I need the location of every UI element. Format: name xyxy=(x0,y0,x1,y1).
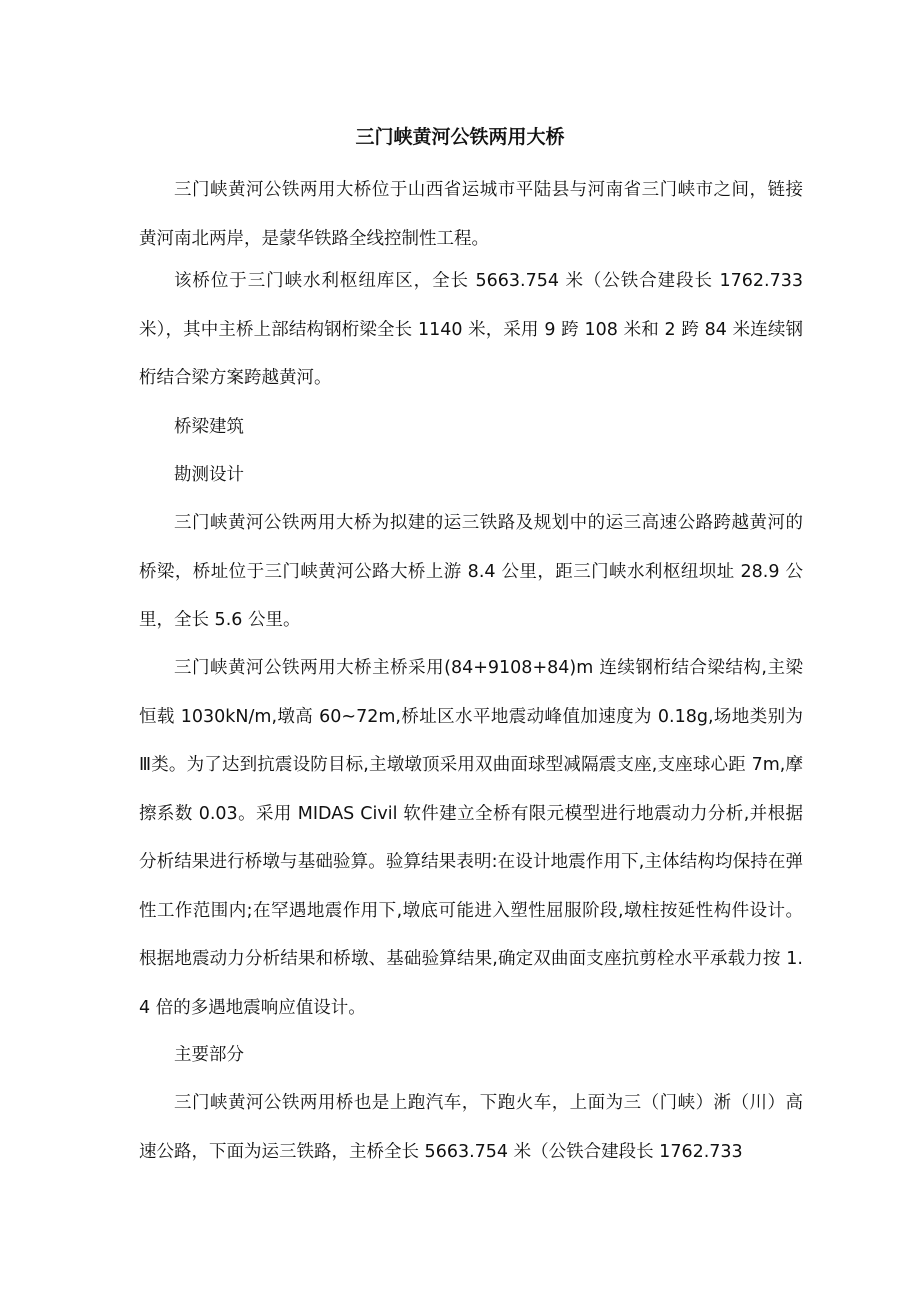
location-paragraph: 该桥位于三门峡水利枢纽库区，全长 5663.754 米（公铁合建段长 1762.733 米），其中主桥上部结构钢桁梁全长 1140 米，采用 9 跨 108 米和 2 跨 84 米连续钢桁结合梁方案跨越黄河。 xyxy=(139,271,803,388)
design-paragraph: 三门峡黄河公铁两用大桥主桥采用(84+9108+84)m 连续钢桁结合梁结构,主梁恒载 1030kN/m,墩高 60~72m,桥址区水平地震动峰值加速度为 0.18g,场地类别为Ⅲ类。为了达到抗震设防目标,主墩墩顶采用双曲面球型减隔震支座,支座球心距 7m,摩擦系数 0.03。采用 MIDAS Civil 软件建立全桥有限元模型进行地震动力分析,并根据分析结果进行桥墩与基础验算。验算结果表明:在设计地震作用下,主体结构均保持在弹性工作范围内;在罕遇地震作用下,墩底可能进入塑性屈服阶段,墩柱按延性构件设计。根据地震动力分析结果和桥墩、基础验算结果,确定双曲面支座抗剪栓水平承载力按 1.4 倍的多遇地震响应值设计。 xyxy=(139,658,803,1018)
section-heading-main: 主要部分 xyxy=(174,1045,244,1065)
survey-paragraph: 三门峡黄河公铁两用大桥为拟建的运三铁路及规划中的运三高速公路跨越黄河的桥梁，桥址位于三门峡黄河公路大桥上游 8.4 公里，距三门峡水利枢纽坝址 28.9 公里，全长 5.6 公里。 xyxy=(139,513,803,630)
intro-paragraph: 三门峡黄河公铁两用大桥位于山西省运城市平陆县与河南省三门峡市之间，链接黄河南北两岸，是蒙华铁路全线控制性工程。 xyxy=(139,180,803,249)
section-heading-architecture: 桥梁建筑 xyxy=(174,417,244,437)
main-paragraph: 三门峡黄河公铁两用桥也是上跑汽车，下跑火车，上面为三（门峡）淅（川）高速公路，下面为运三铁路，主桥全长 5663.754 米（公铁合建段长 1762.733 xyxy=(139,1093,803,1162)
section-heading-survey: 勘测设计 xyxy=(174,465,244,485)
document-title: 三门峡黄河公铁两用大桥 xyxy=(355,126,565,148)
